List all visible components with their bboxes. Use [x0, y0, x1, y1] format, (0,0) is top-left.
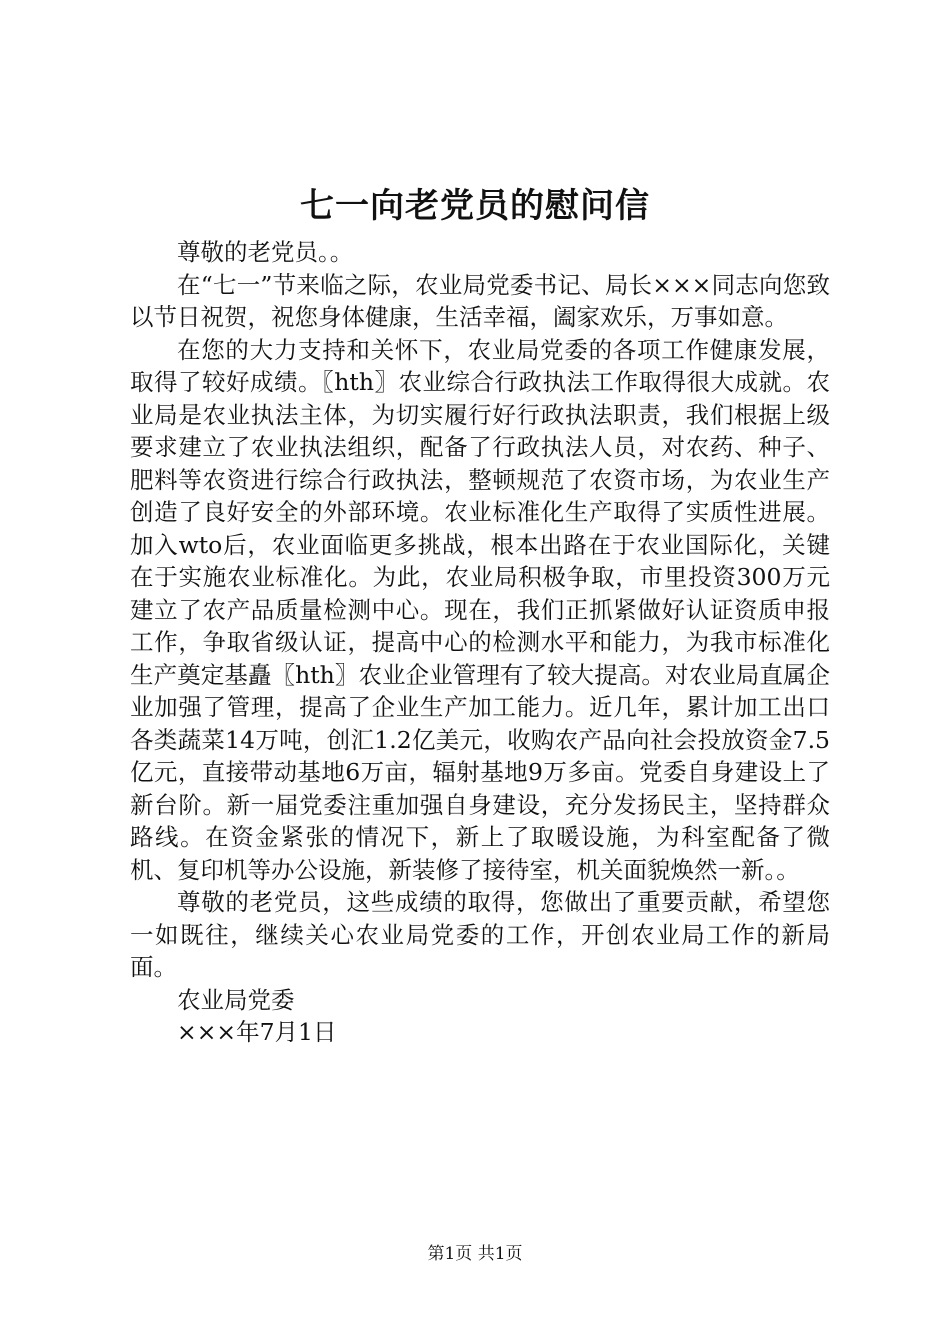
signature: 农业局党委	[177, 985, 295, 1014]
paragraph-1: 在“七一”节来临之际，农业局党委书记、局长×××同志向您致以节日祝贺，祝您身体健康，生活幸福，阖家欢乐，万事如意。	[130, 270, 830, 331]
page-footer: 第1页 共1页	[427, 1244, 523, 1264]
paragraph-3: 尊敬的老党员，这些成绩的取得，您做出了重要贡献，希望您一如既往，继续关心农业局党委的工作，开创农业局工作的新局面。	[130, 888, 830, 981]
letter-date: ×××年7月1日	[177, 1018, 337, 1046]
greeting-line: 尊敬的老党员。。	[177, 238, 354, 266]
document-title: 七一向老党员的慰问信	[300, 186, 650, 226]
paragraph-2: 在您的大力支持和关怀下，农业局党委的各项工作健康发展，取得了较好成绩。〖hth〗农业综合行政执法工作取得很大成就。农业局是农业执法主体，为切实履行好行政执法职责，我们根据上级要求建立了农业执法组织，配备了行政执法人员，对农药、种子、肥料等农资进行综合行政执法，整顿规范了农资市场，为农业生产创造了良好安全的外部环境。农业标准化生产取得了实质性进展。加入wto后，农业面临更多挑战，根本出路在于农业国际化，关键在于实施农业标准化。为此，农业局积极争取，市里投资300万元建立了农产品质量检测中心。现在，我们正抓紧做好认证资质申报工作，争取省级认证，提高中心的检测水平和能力，为我市标准化生产奠定基矗〖hth〗农业企业管理有了较大提高。对农业局直属企业加强了管理，提高了企业生产加工能力。近几年，累计加工出口各类蔬菜14万吨，创汇1.2亿美元，收购农产品向社会投放资金7.5亿元，直接带动基地6万亩，辐射基地9万多亩。党委自身建设上了新台阶。新一届党委注重加强自身建设，充分发扬民主，坚持群众路线。在资金紧张的情况下，新上了取暖设施，为科室配备了微机、复印机等办公设施，新装修了接待室，机关面貌焕然一新。。	[130, 335, 830, 884]
letter-body	[130, 236, 830, 1049]
